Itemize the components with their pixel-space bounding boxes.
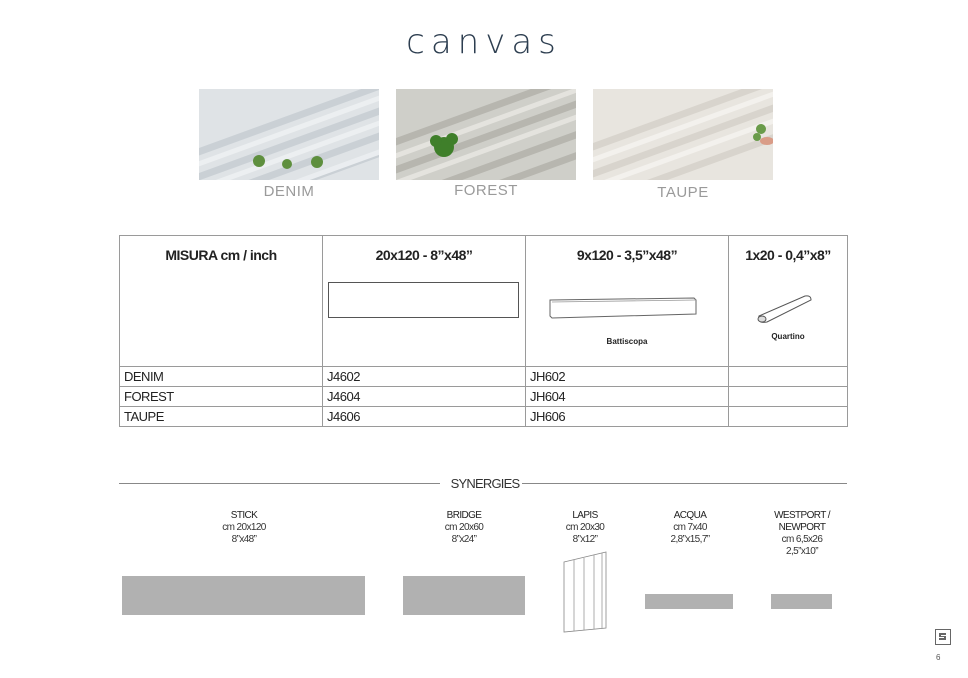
synergy-size-cm: cm 20x120 [222, 522, 266, 533]
synergies-title: SYNERGIES [450, 476, 520, 491]
synergy-westport-newport [762, 510, 842, 558]
tile-20x120-drawing [328, 282, 519, 318]
synergy-size-inch: 2,8”x15,7” [670, 534, 710, 545]
synergy-size-cm: cm 20x30 [565, 522, 605, 533]
header-1x20 [729, 236, 848, 367]
row-name: TAUPE [120, 407, 323, 427]
battiscopa-drawing [548, 294, 700, 324]
forest-swatch-image [396, 89, 576, 180]
row-code-20x120: J4602 [323, 367, 526, 387]
table-row [120, 407, 848, 427]
synergy-size-cm: cm 7x40 [673, 522, 707, 533]
row-code-20x120: J4604 [323, 387, 526, 407]
row-code-9x120: JH604 [526, 387, 729, 407]
bridge-tile-shape [403, 576, 525, 615]
row-code-1x20 [729, 407, 848, 427]
quartino-drawing [753, 292, 817, 326]
westport-tile-shape [771, 594, 832, 609]
row-code-1x20 [729, 387, 848, 407]
swatch-label-forest: FOREST [454, 182, 518, 199]
synergy-size-cm: cm 6,5x26 [781, 534, 823, 545]
row-name: FOREST [120, 387, 323, 407]
row-code-9x120: JH602 [526, 367, 729, 387]
brand-logo-icon [935, 629, 951, 645]
synergies-divider-right [522, 483, 847, 484]
table-row [120, 367, 848, 387]
header-9x120-label: 9x120 - 3,5”x48” [576, 247, 678, 263]
header-20x120 [323, 236, 526, 367]
synergy-name: BRIDGE [446, 510, 482, 521]
header-9x120 [526, 236, 729, 367]
header-size [120, 236, 323, 367]
page-title: canvas [406, 22, 562, 62]
synergy-name: LAPIS [572, 510, 598, 521]
synergy-lapis [545, 510, 625, 546]
table-row [120, 387, 848, 407]
taupe-swatch-image [593, 89, 773, 180]
size-code-table [119, 235, 848, 427]
synergy-name: STICK [230, 510, 258, 521]
synergy-size-cm: cm 20x60 [444, 522, 484, 533]
table-header-row [120, 236, 848, 367]
synergy-bridge [404, 510, 524, 546]
row-code-9x120: JH606 [526, 407, 729, 427]
swatch-label-taupe: TAUPE [657, 184, 709, 201]
quartino-label: Quartino [771, 332, 805, 341]
denim-swatch-image [199, 89, 379, 180]
row-code-20x120: J4606 [323, 407, 526, 427]
synergy-name: WESTPORT / [774, 510, 830, 521]
header-20x120-label: 20x120 - 8”x48” [375, 247, 473, 263]
lapis-tile-drawing [560, 548, 610, 634]
page-number: 6 [936, 653, 941, 662]
acqua-tile-shape [645, 594, 733, 609]
row-code-1x20 [729, 367, 848, 387]
synergy-name-line2: NEWPORT [778, 522, 826, 533]
stick-tile-shape [122, 576, 365, 615]
battiscopa-label: Battiscopa [606, 337, 648, 346]
synergy-stick [184, 510, 304, 546]
synergy-size-inch: 2,5”x10” [786, 546, 818, 557]
synergy-name: ACQUA [673, 510, 707, 521]
synergy-size-inch: 8”x48” [231, 534, 257, 545]
synergy-size-inch: 8”x24” [451, 534, 477, 545]
synergy-size-inch: 8”x12” [572, 534, 598, 545]
synergies-divider-left [119, 483, 440, 484]
header-size-label: MISURA cm / inch [165, 247, 277, 263]
header-1x20-label: 1x20 - 0,4”x8” [745, 247, 831, 263]
synergy-acqua [650, 510, 730, 546]
swatch-label-denim: DENIM [263, 183, 315, 200]
row-name: DENIM [120, 367, 323, 387]
